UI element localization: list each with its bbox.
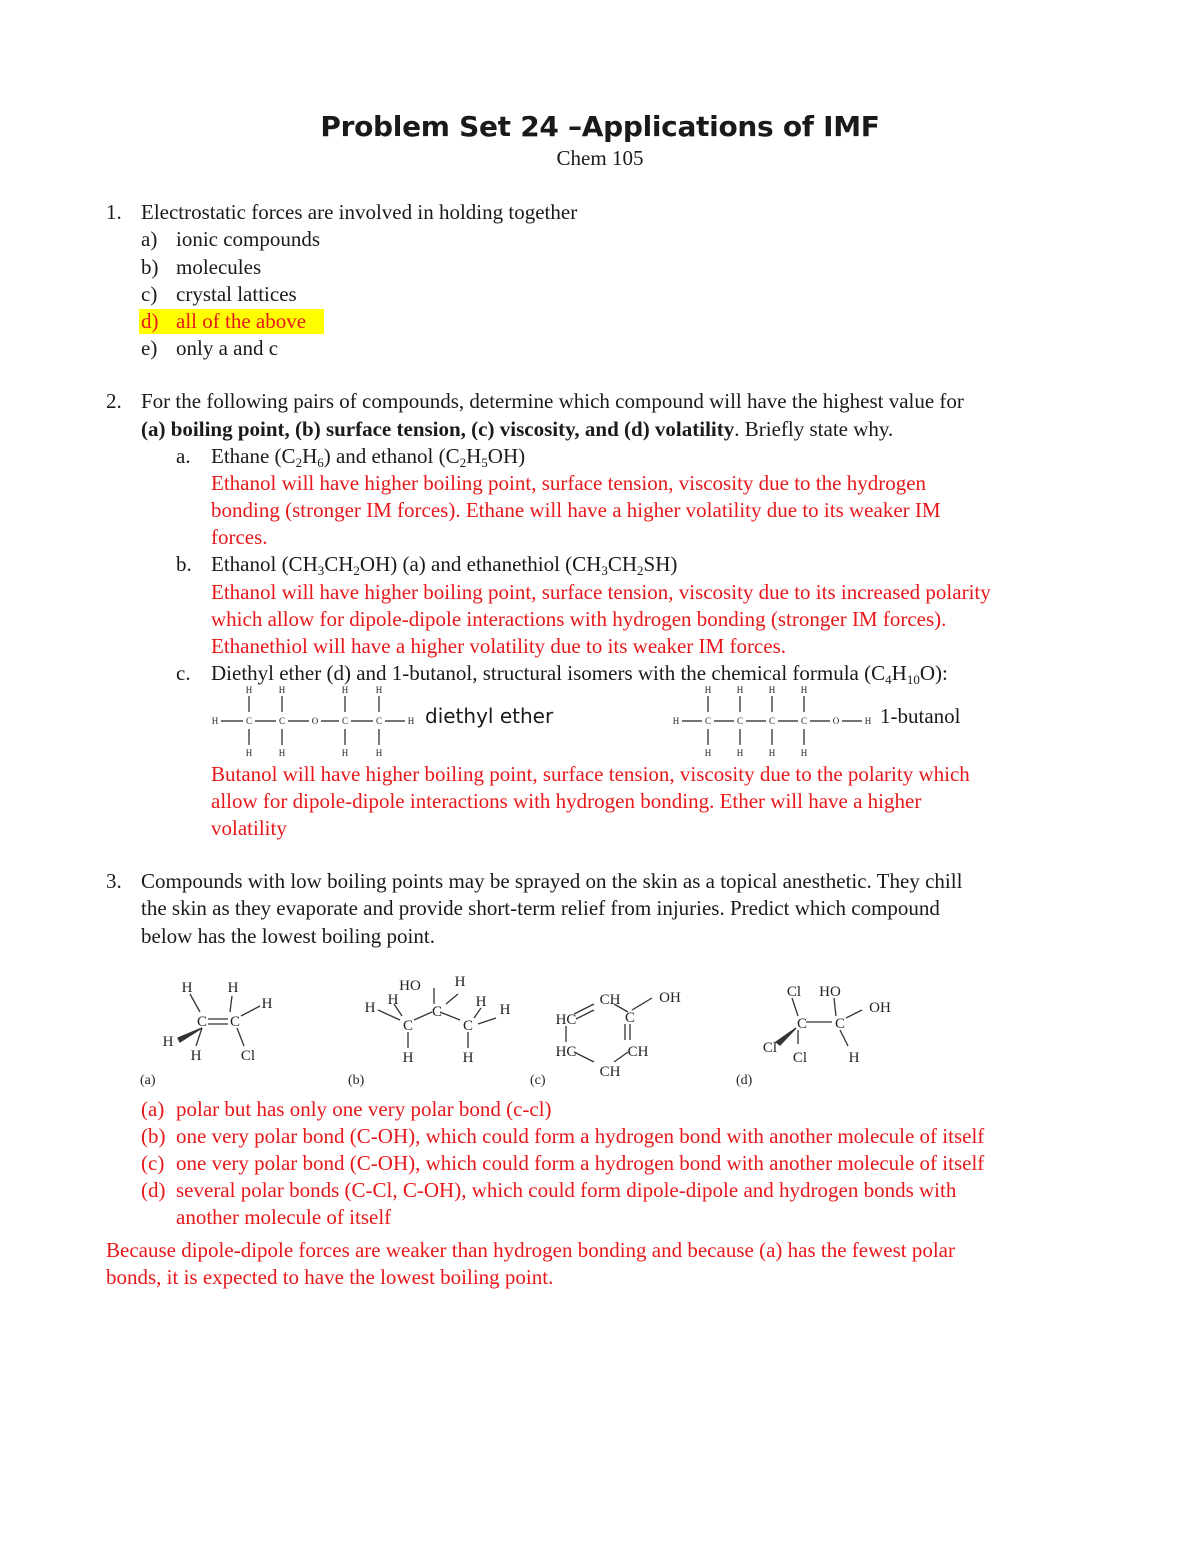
svg-text:C: C <box>375 716 383 726</box>
svg-text:H: H <box>736 748 744 758</box>
option-letter: b) <box>141 255 159 279</box>
svg-text:Cl: Cl <box>792 1050 808 1066</box>
svg-text:HC: HC <box>555 1012 577 1028</box>
svg-text:HC: HC <box>555 1044 577 1060</box>
svg-text:HO: HO <box>819 984 841 1000</box>
svg-text:C: C <box>431 1004 443 1020</box>
question-stem-line2 <box>141 419 893 440</box>
svg-text:H: H <box>211 716 219 726</box>
option-letter-correct: d) <box>141 309 159 333</box>
answer-letter: (d) <box>141 1178 166 1202</box>
svg-text:C: C <box>229 1014 241 1030</box>
svg-text:H: H <box>402 1050 414 1066</box>
question-number: 1. <box>106 200 122 224</box>
option-text: ionic compounds <box>176 227 321 251</box>
svg-text:C: C <box>402 1018 414 1034</box>
svg-text:H: H <box>341 685 349 695</box>
svg-text:H: H <box>190 1048 202 1064</box>
answer-letter: (b) <box>141 1124 166 1148</box>
option-text: crystal lattices <box>176 282 297 306</box>
structure-label: 1-butanol <box>880 704 961 728</box>
svg-text:H: H <box>278 685 286 695</box>
svg-text:HO: HO <box>399 978 421 994</box>
figure-label: (d) <box>736 1073 753 1088</box>
svg-text:CH: CH <box>599 992 621 1008</box>
answer-line: Ethanol will have higher boiling point, surface tension, viscosity due to the hydrogen <box>211 471 927 495</box>
page-title: Problem Set 24 –Applications of IMF <box>320 110 880 143</box>
svg-text:H: H <box>768 685 776 695</box>
svg-text:H: H <box>800 685 808 695</box>
svg-text:H: H <box>245 748 253 758</box>
svg-text:C: C <box>796 1016 808 1032</box>
svg-text:C: C <box>624 1010 636 1026</box>
part-letter: a. <box>176 444 191 468</box>
option-letter: a) <box>141 227 158 251</box>
svg-text:C: C <box>834 1016 846 1032</box>
svg-text:H: H <box>375 685 383 695</box>
answer-line: one very polar bond (C-OH), which could form a hydrogen bond with another molecule of itself <box>176 1151 985 1175</box>
course-name: Chem 105 <box>556 146 644 170</box>
butanol-structure <box>668 684 883 760</box>
answer-line: Butanol will have higher boiling point, surface tension, viscosity due to the polarity which <box>211 762 970 786</box>
svg-text:CH: CH <box>627 1044 649 1060</box>
svg-text:H: H <box>848 1050 860 1066</box>
part-letter: b. <box>176 552 192 576</box>
svg-text:OH: OH <box>659 990 681 1006</box>
option-letter: c) <box>141 282 158 306</box>
answer-letter: (c) <box>141 1151 165 1175</box>
part-question: Ethanol $(CH_3CH_2OH)$ (a) and ethanethiol $(CH_3CH_2SH)$ <box>211 552 678 578</box>
option-letter: e) <box>141 336 158 360</box>
question-stem: Electrostatic forces are involved in holding together <box>141 200 578 224</box>
svg-text:H: H <box>704 748 712 758</box>
answer-line: allow for dipole-dipole interactions with hydrogen bonding. Ether will have a higher <box>211 789 922 813</box>
diethyl-ether-structure <box>205 684 420 760</box>
question-stem: the skin as they evaporate and provide short-term relief from injuries. Predict which compound <box>141 896 940 920</box>
svg-text:H: H <box>736 685 744 695</box>
svg-text:H: H <box>278 748 286 758</box>
answer-line: which allow for dipole-dipole interactions with hydrogen bonding (stronger IM forces). <box>211 607 947 631</box>
answer-line: forces. <box>211 525 268 549</box>
svg-text:CH: CH <box>599 1064 621 1080</box>
figure-label: (c) <box>530 1073 546 1088</box>
svg-text:H: H <box>341 748 349 758</box>
svg-text:Cl: Cl <box>762 1040 778 1056</box>
svg-text:H: H <box>475 994 487 1010</box>
part-question: Ethane $(C_2H_6)$ and ethanol $(C_2H_5OH)$ <box>211 444 526 470</box>
svg-text:C: C <box>462 1018 474 1034</box>
svg-text:Cl: Cl <box>786 984 802 1000</box>
svg-text:H: H <box>672 716 680 726</box>
svg-text:OH: OH <box>869 1000 891 1016</box>
svg-text:C: C <box>245 716 253 726</box>
molecule-b <box>348 968 523 1088</box>
svg-text:C: C <box>704 716 712 726</box>
answer-line: another molecule of itself <box>176 1205 392 1229</box>
svg-text:H: H <box>364 1000 376 1016</box>
answer-line: bonding (stronger IM forces). Ethane will have a higher volatility due to its weaker IM <box>211 498 941 522</box>
question-number: 3. <box>106 869 122 893</box>
stem-tail: . Briefly state why. <box>734 417 894 441</box>
svg-text:H: H <box>800 748 808 758</box>
svg-text:C: C <box>278 716 286 726</box>
answer-line: volatility <box>211 816 287 840</box>
figure-label: (a) <box>140 1073 156 1088</box>
answer-letter: (a) <box>141 1097 165 1121</box>
part-letter: c. <box>176 661 191 685</box>
stem-bold: (a) boiling point, (b) surface tension, (c) viscosity, and (d) volatility <box>141 417 735 441</box>
svg-text:C: C <box>768 716 776 726</box>
svg-text:H: H <box>227 980 239 996</box>
svg-text:H: H <box>261 996 273 1012</box>
answer-line: one very polar bond (C-OH), which could form a hydrogen bond with another molecule of itself <box>176 1124 985 1148</box>
svg-text:H: H <box>704 685 712 695</box>
question-stem: below has the lowest boiling point. <box>141 924 435 948</box>
option-text: only a and c <box>176 336 279 360</box>
molecule-c <box>530 968 700 1088</box>
svg-text:H: H <box>181 980 193 996</box>
svg-text:H: H <box>407 716 415 726</box>
svg-text:H: H <box>768 748 776 758</box>
svg-text:C: C <box>800 716 808 726</box>
svg-text:H: H <box>499 1002 511 1018</box>
svg-text:H: H <box>864 716 872 726</box>
option-text: molecules <box>176 255 262 279</box>
question-number: 2. <box>106 389 122 413</box>
svg-text:O: O <box>832 716 840 726</box>
svg-text:H: H <box>375 748 383 758</box>
svg-text:O: O <box>311 716 319 726</box>
answer-line: several polar bonds (C-Cl, C-OH), which could form dipole-dipole and hydrogen bonds with <box>176 1178 957 1202</box>
svg-text:H: H <box>162 1034 174 1050</box>
svg-text:H: H <box>245 685 253 695</box>
svg-text:Cl: Cl <box>240 1048 256 1064</box>
svg-text:H: H <box>387 992 399 1008</box>
question-stem: Compounds with low boiling points may be sprayed on the skin as a topical anesthetic. They chill <box>141 869 963 893</box>
option-text-correct: all of the above <box>176 309 307 333</box>
svg-text:H: H <box>462 1050 474 1066</box>
svg-text:C: C <box>196 1014 208 1030</box>
structure-label: diethyl ether <box>425 704 554 728</box>
figure-label: (b) <box>348 1073 365 1088</box>
molecule-a <box>140 968 290 1088</box>
part-question: Diethyl ether (d) and 1-butanol, structural isomers with the chemical formula $(C_4H_{10}O)$: <box>211 661 948 687</box>
answer-line: Ethanethiol will have a higher volatility due to its weaker IM forces. <box>211 634 786 658</box>
conclusion-line: Because dipole-dipole forces are weaker than hydrogen bonding and because (a) has the fewest polar <box>106 1238 955 1262</box>
svg-text:H: H <box>454 974 466 990</box>
svg-text:C: C <box>736 716 744 726</box>
svg-text:C: C <box>341 716 349 726</box>
answer-line: polar but has only one very polar bond (c-cl) <box>176 1097 552 1121</box>
molecule-d <box>736 968 906 1088</box>
question-stem: For the following pairs of compounds, determine which compound will have the highest value for <box>141 389 964 413</box>
conclusion-line: bonds, it is expected to have the lowest boiling point. <box>106 1265 554 1289</box>
answer-line: Ethanol will have higher boiling point, surface tension, viscosity due to its increased polarity <box>211 580 991 604</box>
